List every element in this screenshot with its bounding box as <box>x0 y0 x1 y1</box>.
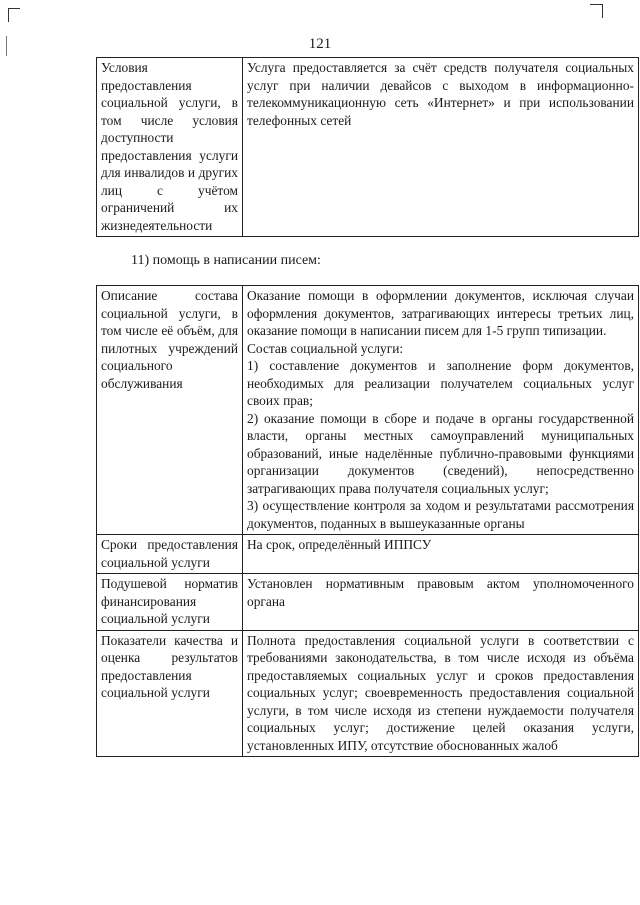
value-paragraph: Оказание помощи в оформлении документов, исключая случаи оформления документов, затрагивающих интересы третьих лиц, оказание помощи в написании писем для 1-5 групп типизации. <box>247 288 634 338</box>
row-value <box>243 58 639 237</box>
table-row <box>97 58 639 237</box>
table-row <box>97 630 639 757</box>
table-row <box>97 286 639 535</box>
table-row <box>97 574 639 631</box>
table-row <box>97 535 639 574</box>
value-paragraph: 1) составление документов и заполнение форм документов, необходимых для реализации получателем социальных услуг своих прав; <box>247 358 634 408</box>
row-value <box>243 574 639 631</box>
row-value <box>243 630 639 757</box>
row-label: Сроки предоставления социальной услуги <box>97 535 243 574</box>
service-conditions-table <box>96 57 639 237</box>
value-paragraph: Установлен нормативным правовым актом уполномоченного органа <box>247 576 634 609</box>
letter-help-service-table <box>96 285 639 757</box>
value-paragraph: Состав социальной услуги: <box>247 340 404 356</box>
value-paragraph: Полнота предоставления социальной услуги в соответствии с требованиями законодательства, в том числе исходя из объёма предоставляемых социальных услуг и сроков предоставления социальных услуг; своевременность предоставления социальной услуги, в том числе исходя из степени нуждаемости получателя социальных услуг; достижение целей оказания услуги, установленных ИПУ, отсутствие обоснованных жалоб <box>247 632 634 753</box>
crop-mark-top-right <box>590 4 603 5</box>
value-paragraph: 3) осуществление контроля за ходом и результатами рассмотрения документов, поданных в вышеуказанные органы <box>247 498 634 531</box>
row-value <box>243 535 639 574</box>
value-paragraph: Услуга предоставляется за счёт средств получателя социальных услуг при наличии девайсов с выходом в информационно-телекоммуникационную сеть «Интернет» и при использовании телефонных сетей <box>247 60 634 128</box>
crop-mark-top-right <box>602 4 603 18</box>
row-label: Условия предоставления социальной услуги, в том числе условия доступности предоставления услуги для инвалидов и других лиц с учётом ограничений их жизнедеятельности <box>97 58 243 237</box>
row-label: Описание состава социальной услуги, в том числе её объём, для пилотных учреждений социального обслуживания <box>97 286 243 535</box>
row-value <box>243 286 639 535</box>
row-label: Показатели качества и оценка результатов предоставления социальной услуги <box>97 630 243 757</box>
crop-mark-top-left <box>8 8 20 9</box>
value-paragraph: 2) оказание помощи в сборе и подаче в органы государственной власти, органы местных самоуправлений муниципальных образований, иные наделённые публично-правовыми функциями организации документов (сведений), непосредственно затрагивающих права получателя социальных услуг; <box>247 410 634 496</box>
section-heading: 11) помощь в написании писем: <box>131 253 321 268</box>
value-paragraph: На срок, определённый ИППСУ <box>247 537 432 552</box>
crop-mark-top-left <box>8 8 9 22</box>
page-number: 121 <box>308 36 332 52</box>
row-label: Подушевой норматив финансирования социальной услуги <box>97 574 243 631</box>
